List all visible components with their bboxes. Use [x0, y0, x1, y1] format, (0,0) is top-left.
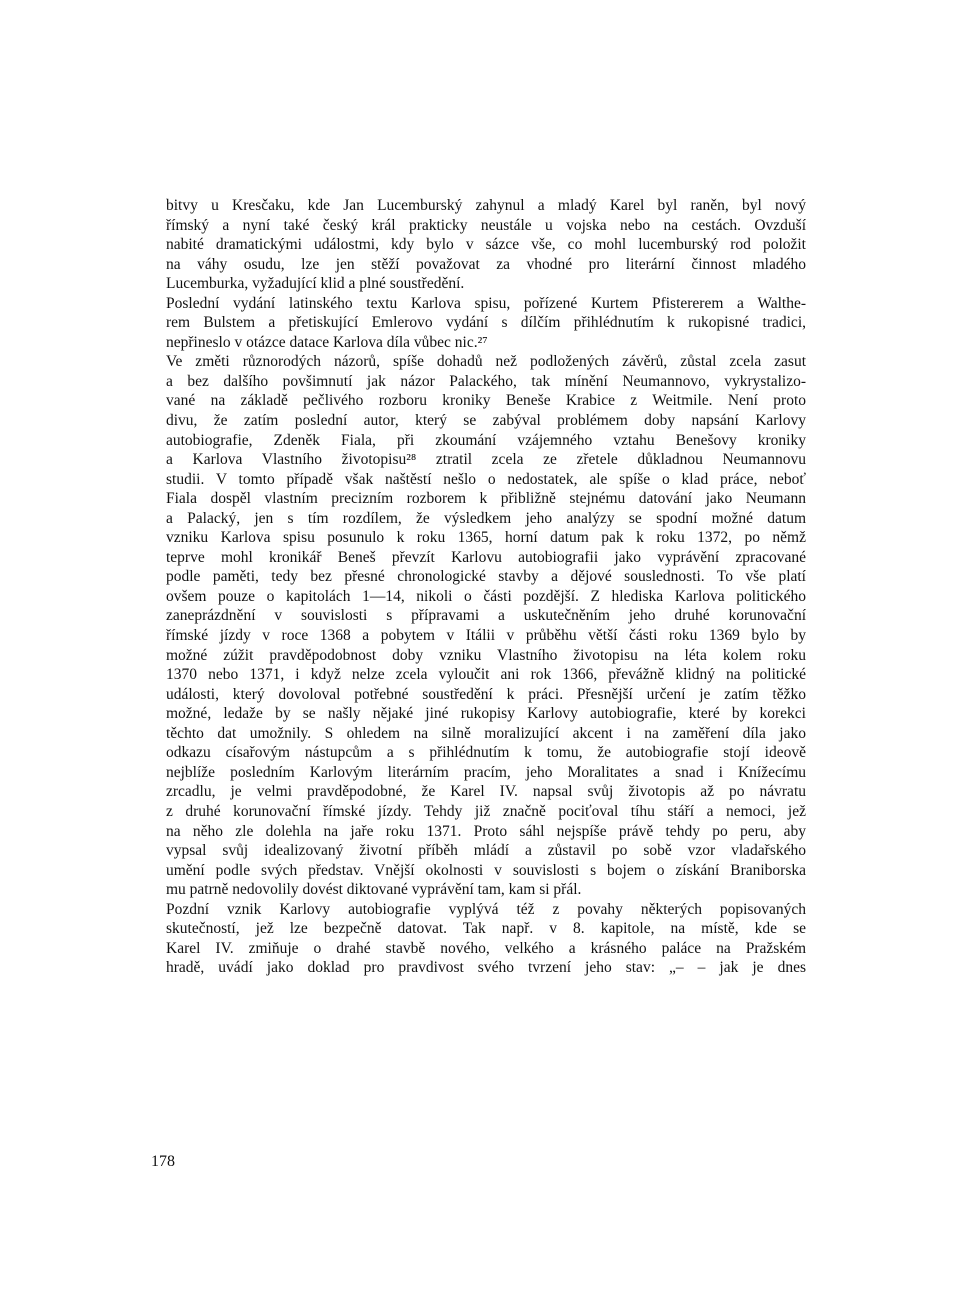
page-number: 178: [151, 1153, 175, 1170]
text-line: vypsal svůj idealizovaný životní příběh mládí a zůstavil po sobě vzor vladařského: [166, 842, 806, 860]
text-line: Pozdní vznik Karlovy autobiografie vyplývá též z povahy některých popisovaných: [166, 900, 806, 918]
text-line: vzniku Karlova spisu posunulo k roku 1365, horní datum pak k roku 1372, po němž: [166, 529, 806, 547]
text-line: Ve změti různorodých názorů, spíše dohadů než podložených závěrů, zůstal zcela zasut: [166, 353, 806, 371]
text-line: teprve mohl kronikář Beneš převzít Karlovu autobiografii jako vyprávění zpracované: [166, 548, 806, 566]
text-line: nejblíže posledním Karlovým literárním pracím, jeho Moralitates a snad i Knížecímu: [166, 763, 806, 781]
text-line: 1370 nebo 1371, i když nelze zcela vyloučit ani rok 1366, převážně klidný na politické: [166, 666, 806, 684]
text-line: římský a nyní také český král prakticky neustále u vojska nebo na cestách. Ovzduší: [166, 216, 806, 234]
body-text: [166, 196, 806, 978]
text-line: rem Bulstem a přetiskující Emlerovo vydání s dílčím přihlédnutím k rukopisné tradici,: [166, 314, 806, 332]
text-line: a Karlova Vlastního životopisu²⁸ ztratil zcela ze zřetele důkladnou Neumannovu: [166, 451, 806, 469]
text-line: ovšem pouze o kapitolách 1—14, nikoli o části pozdější. Z hlediska Karlova politického: [166, 587, 806, 605]
text-line: z druhé korunovační římské jízdy. Tehdy již značně pociťoval tíhu stáří a nemoci, jež: [166, 802, 806, 820]
text-line: mu patrně nedovolily dovést diktované vyprávění tam, kam si přál.: [166, 881, 582, 899]
text-line: podle paměti, tedy bez přesné chronologické stavby a dějové souslednosti. To vše platí: [166, 568, 806, 586]
text-line: na něho zle dolehla na jaře roku 1371. Proto sáhl nejspíše právě tehdy po peru, aby: [166, 822, 806, 840]
text-line: Lucemburka, vyžadující klid a plné soustředění.: [166, 275, 465, 293]
text-line: na váhy osudu, lze jen stěží považovat za vhodné pro literární činnost mladého: [166, 255, 806, 273]
text-line: Poslední vydání latinského textu Karlova spisu, pořízené Kurtem Pfistererem a Walthe-: [166, 294, 806, 312]
text-line: zrcadlu, je velmi pravděpodobné, že Karel IV. napsal svůj životopis až po návratu: [166, 783, 806, 801]
text-line: možné zúžit pravděpodobnost doby vzniku Vlastního životopisu na léta kolem roku: [166, 646, 806, 664]
text-line: nepřineslo v otázce datace Karlova díla vůbec nic.²⁷: [166, 333, 488, 351]
text-line: umění podle svých představ. Vnější okolnosti v souvislosti s bojem o získání Braniborska: [166, 861, 806, 879]
text-line: hradě, uvádí jako doklad pro pravdivost svého tvrzení jeho stav: „– – jak je dnes: [166, 959, 806, 977]
text-line: nabité dramatickými událostmi, kdy bylo v sázce vše, co mohl lucemburský rod položit: [166, 236, 806, 254]
text-line: odkazu císařovým nástupcům a s přihlédnutím k tomu, že autobiografie stojí ideově: [166, 744, 806, 762]
text-line: vané na základě pečlivého rozboru kroniky Beneše Krabice z Weitmile. Není proto: [166, 392, 806, 410]
text-line: bitvy u Kresčaku, kde Jan Lucemburský zahynul a mladý Karel byl raněn, byl nový: [166, 197, 806, 214]
text-line: Karel IV. zmiňuje o drahé stavbě nového, velkého a krásného paláce na Pražském: [166, 939, 806, 957]
text-line: divu, že zatím poslední autor, který se zabýval problémem doby napsání Karlovy: [166, 412, 806, 430]
text-line: možné, ledaže by se našly nějaké jiné rukopisy Karlovy autobiografie, které by korekci: [166, 705, 806, 723]
text-line: a bez dalšího povšimnutí jak názor Palackého, tak mínění Neumannovo, vykrystalizo-: [166, 372, 806, 390]
text-line: skutečností, jež lze bezpečně datovat. Tak např. v 8. kapitole, na místě, kde se: [166, 920, 806, 938]
text-line: studii. V tomto případě však naštěstí nešlo o nedostatek, ale spíše o klad práce, neboť: [166, 470, 806, 488]
text-line: těchto dat umožnily. S ohledem na silně moralizující akcent i na zaměření díla jako: [166, 724, 806, 742]
text-line: Fiala dospěl vlastním precizním rozborem k přibližně stejnému datování jako Neumann: [166, 490, 806, 508]
text-line: a Palacký, jen s tím rozdílem, že výsledkem jeho analýzy se spodní možné datum: [166, 509, 806, 527]
text-line: zaneprázdnění v souvislosti s přípravami a uskutečněním jeho druhé korunovační: [166, 607, 806, 625]
text-line: události, který dovoloval potřebné soustředění k práci. Přesnější určení je zatím těžko: [166, 685, 806, 703]
text-line: autobiografie, Zdeněk Fiala, při zkoumání vzájemného vztahu Benešovy kroniky: [166, 431, 806, 449]
text-line: římské jízdy v roce 1368 a pobytem v Itálii v průběhu větší části roku 1369 bylo by: [166, 627, 806, 645]
